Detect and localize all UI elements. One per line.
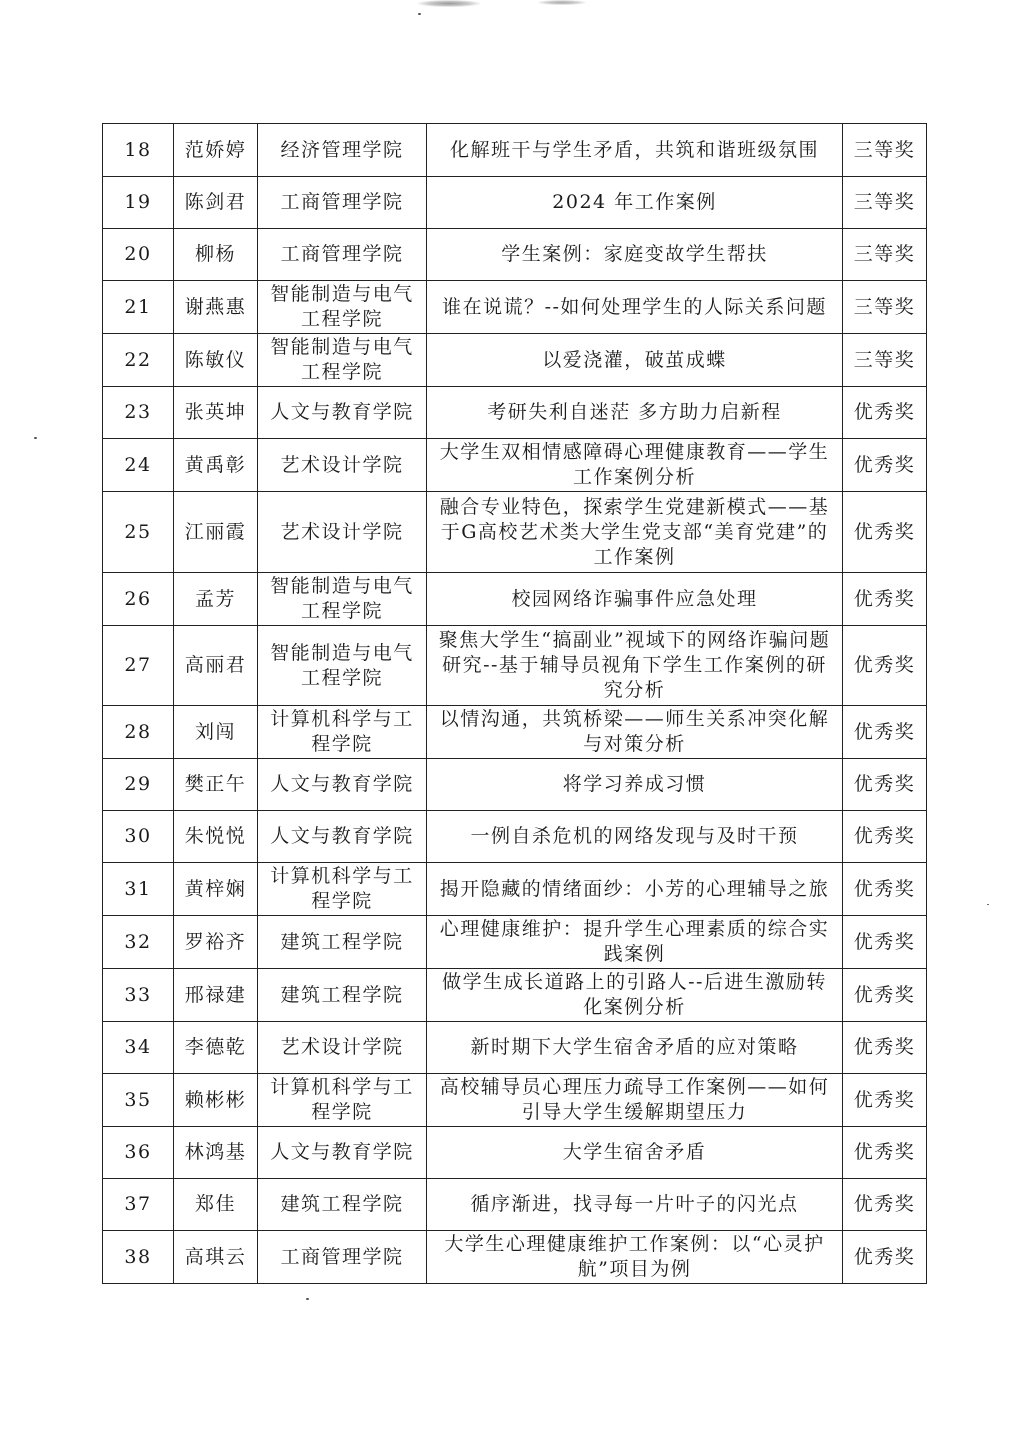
recipient-name: 张英坤 bbox=[174, 387, 258, 439]
row-number: 27 bbox=[103, 626, 174, 706]
case-title: 揭开隐藏的情绪面纱：小芳的心理辅导之旅 bbox=[427, 863, 843, 916]
award-level: 优秀奖 bbox=[843, 626, 927, 706]
recipient-name: 柳杨 bbox=[174, 229, 258, 281]
college-name: 艺术设计学院 bbox=[258, 439, 427, 492]
table-row bbox=[103, 1022, 927, 1074]
award-level: 优秀奖 bbox=[843, 1127, 927, 1179]
recipient-name: 赖彬彬 bbox=[174, 1074, 258, 1127]
college-name: 计算机科学与工程学院 bbox=[258, 863, 427, 916]
row-number: 19 bbox=[103, 177, 174, 229]
case-title: 高校辅导员心理压力疏导工作案例——如何引导大学生缓解期望压力 bbox=[427, 1074, 843, 1127]
award-level: 优秀奖 bbox=[843, 1074, 927, 1127]
row-number: 31 bbox=[103, 863, 174, 916]
row-number: 30 bbox=[103, 811, 174, 863]
scan-speck bbox=[418, 13, 421, 15]
scan-smudge bbox=[410, 0, 600, 16]
award-level: 优秀奖 bbox=[843, 387, 927, 439]
recipient-name: 黄禹彰 bbox=[174, 439, 258, 492]
college-name: 经济管理学院 bbox=[258, 124, 427, 177]
case-title: 做学生成长道路上的引路人--后进生激励转化案例分析 bbox=[427, 969, 843, 1022]
recipient-name: 郑佳 bbox=[174, 1179, 258, 1231]
award-level: 优秀奖 bbox=[843, 759, 927, 811]
row-number: 26 bbox=[103, 573, 174, 626]
scan-speck bbox=[34, 437, 37, 439]
table-row bbox=[103, 706, 927, 759]
smudge-left bbox=[418, 0, 480, 7]
recipient-name: 黄梓娴 bbox=[174, 863, 258, 916]
row-number: 22 bbox=[103, 334, 174, 387]
table-row bbox=[103, 916, 927, 969]
college-name: 智能制造与电气工程学院 bbox=[258, 334, 427, 387]
recipient-name: 邢禄建 bbox=[174, 969, 258, 1022]
row-number: 25 bbox=[103, 492, 174, 573]
table-row bbox=[103, 177, 927, 229]
recipient-name: 罗裕齐 bbox=[174, 916, 258, 969]
college-name: 工商管理学院 bbox=[258, 1231, 427, 1284]
college-name: 建筑工程学院 bbox=[258, 916, 427, 969]
row-number: 18 bbox=[103, 124, 174, 177]
table-row bbox=[103, 1127, 927, 1179]
table-row bbox=[103, 811, 927, 863]
row-number: 29 bbox=[103, 759, 174, 811]
row-number: 34 bbox=[103, 1022, 174, 1074]
award-level: 优秀奖 bbox=[843, 706, 927, 759]
college-name: 智能制造与电气工程学院 bbox=[258, 281, 427, 334]
recipient-name: 李德乾 bbox=[174, 1022, 258, 1074]
recipient-name: 孟芳 bbox=[174, 573, 258, 626]
case-title: 一例自杀危机的网络发现与及时干预 bbox=[427, 811, 843, 863]
table-row bbox=[103, 1179, 927, 1231]
recipient-name: 陈敏仪 bbox=[174, 334, 258, 387]
case-title: 化解班干与学生矛盾，共筑和谐班级氛围 bbox=[427, 124, 843, 177]
college-name: 艺术设计学院 bbox=[258, 492, 427, 573]
smudge-right bbox=[538, 0, 586, 5]
table-row bbox=[103, 387, 927, 439]
scan-speck bbox=[987, 904, 989, 905]
recipient-name: 高琪云 bbox=[174, 1231, 258, 1284]
college-name: 智能制造与电气工程学院 bbox=[258, 626, 427, 706]
college-name: 人文与教育学院 bbox=[258, 1127, 427, 1179]
table-row bbox=[103, 626, 927, 706]
recipient-name: 樊正午 bbox=[174, 759, 258, 811]
table-row bbox=[103, 439, 927, 492]
college-name: 艺术设计学院 bbox=[258, 1022, 427, 1074]
table-row bbox=[103, 124, 927, 177]
award-level: 优秀奖 bbox=[843, 1231, 927, 1284]
recipient-name: 朱悦悦 bbox=[174, 811, 258, 863]
award-level: 优秀奖 bbox=[843, 1022, 927, 1074]
scan-speck bbox=[306, 1298, 309, 1300]
college-name: 计算机科学与工程学院 bbox=[258, 1074, 427, 1127]
recipient-name: 范娇婷 bbox=[174, 124, 258, 177]
award-level: 优秀奖 bbox=[843, 916, 927, 969]
award-level: 优秀奖 bbox=[843, 811, 927, 863]
college-name: 工商管理学院 bbox=[258, 229, 427, 281]
row-number: 23 bbox=[103, 387, 174, 439]
recipient-name: 林鸿基 bbox=[174, 1127, 258, 1179]
case-title: 校园网络诈骗事件应急处理 bbox=[427, 573, 843, 626]
row-number: 36 bbox=[103, 1127, 174, 1179]
case-title: 融合专业特色，探索学生党建新模式——基于G高校艺术类大学生党支部“美育党建”的工作案例 bbox=[427, 492, 843, 573]
recipient-name: 江丽霞 bbox=[174, 492, 258, 573]
award-list-table bbox=[102, 123, 927, 1284]
row-number: 20 bbox=[103, 229, 174, 281]
case-title: 考研失利自迷茫 多方助力启新程 bbox=[427, 387, 843, 439]
college-name: 人文与教育学院 bbox=[258, 811, 427, 863]
case-title: 将学习养成习惯 bbox=[427, 759, 843, 811]
award-level: 优秀奖 bbox=[843, 573, 927, 626]
table-row bbox=[103, 969, 927, 1022]
college-name: 建筑工程学院 bbox=[258, 1179, 427, 1231]
table-row bbox=[103, 1074, 927, 1127]
case-title: 大学生宿舍矛盾 bbox=[427, 1127, 843, 1179]
award-level: 三等奖 bbox=[843, 229, 927, 281]
case-title: 新时期下大学生宿舍矛盾的应对策略 bbox=[427, 1022, 843, 1074]
recipient-name: 高丽君 bbox=[174, 626, 258, 706]
case-title: 聚焦大学生“搞副业”视域下的网络诈骗问题研究--基于辅导员视角下学生工作案例的研究分析 bbox=[427, 626, 843, 706]
table-row bbox=[103, 863, 927, 916]
case-title: 大学生双相情感障碍心理健康教育——学生工作案例分析 bbox=[427, 439, 843, 492]
college-name: 人文与教育学院 bbox=[258, 759, 427, 811]
case-title: 学生案例：家庭变故学生帮扶 bbox=[427, 229, 843, 281]
award-level: 优秀奖 bbox=[843, 969, 927, 1022]
table-row bbox=[103, 1231, 927, 1284]
row-number: 32 bbox=[103, 916, 174, 969]
row-number: 24 bbox=[103, 439, 174, 492]
recipient-name: 刘闯 bbox=[174, 706, 258, 759]
award-level: 优秀奖 bbox=[843, 1179, 927, 1231]
case-title: 以爱浇灌，破茧成蝶 bbox=[427, 334, 843, 387]
case-title: 2024 年工作案例 bbox=[427, 177, 843, 229]
award-level: 三等奖 bbox=[843, 281, 927, 334]
recipient-name: 陈剑君 bbox=[174, 177, 258, 229]
table-row bbox=[103, 281, 927, 334]
college-name: 工商管理学院 bbox=[258, 177, 427, 229]
table-row bbox=[103, 334, 927, 387]
award-level: 三等奖 bbox=[843, 334, 927, 387]
college-name: 计算机科学与工程学院 bbox=[258, 706, 427, 759]
college-name: 人文与教育学院 bbox=[258, 387, 427, 439]
award-level: 三等奖 bbox=[843, 124, 927, 177]
award-level: 优秀奖 bbox=[843, 863, 927, 916]
case-title: 心理健康维护：提升学生心理素质的综合实践案例 bbox=[427, 916, 843, 969]
table-row bbox=[103, 229, 927, 281]
case-title: 大学生心理健康维护工作案例：以“心灵护航”项目为例 bbox=[427, 1231, 843, 1284]
case-title: 以情沟通，共筑桥梁——师生关系冲突化解与对策分析 bbox=[427, 706, 843, 759]
row-number: 28 bbox=[103, 706, 174, 759]
recipient-name: 谢燕惠 bbox=[174, 281, 258, 334]
row-number: 37 bbox=[103, 1179, 174, 1231]
award-level: 三等奖 bbox=[843, 177, 927, 229]
row-number: 33 bbox=[103, 969, 174, 1022]
case-title: 循序渐进，找寻每一片叶子的闪光点 bbox=[427, 1179, 843, 1231]
case-title: 谁在说谎？--如何处理学生的人际关系问题 bbox=[427, 281, 843, 334]
college-name: 智能制造与电气工程学院 bbox=[258, 573, 427, 626]
award-level: 优秀奖 bbox=[843, 439, 927, 492]
row-number: 38 bbox=[103, 1231, 174, 1284]
row-number: 35 bbox=[103, 1074, 174, 1127]
award-level: 优秀奖 bbox=[843, 492, 927, 573]
college-name: 建筑工程学院 bbox=[258, 969, 427, 1022]
table-row bbox=[103, 573, 927, 626]
table-row bbox=[103, 759, 927, 811]
table-row bbox=[103, 492, 927, 573]
row-number: 21 bbox=[103, 281, 174, 334]
